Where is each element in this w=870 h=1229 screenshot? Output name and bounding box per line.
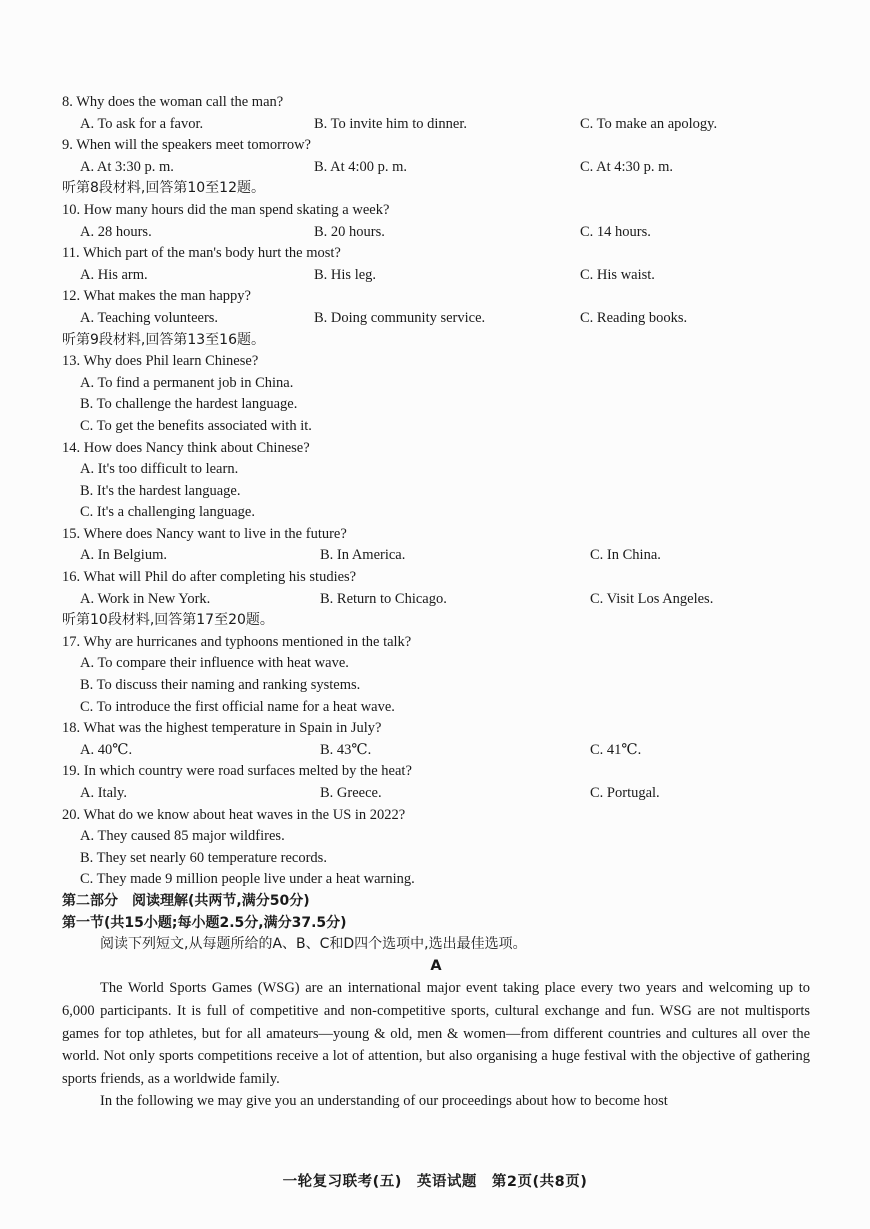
question-stem: 8. Why does the woman call the man? xyxy=(62,94,284,110)
question-stem: 13. Why does Phil learn Chinese? xyxy=(62,353,259,370)
option-c: C. 14 hours. xyxy=(580,223,651,240)
options-row xyxy=(62,265,810,287)
option-c: C. Portugal. xyxy=(590,785,660,801)
options-row xyxy=(62,222,810,244)
option-a: A. 40℃. xyxy=(80,741,133,758)
option-b: B. To challenge the hardest language. xyxy=(80,396,298,413)
option-c: C. 41℃. xyxy=(590,741,642,758)
option-a: A. To ask for a favor. xyxy=(80,115,204,132)
option-b: B. His leg. xyxy=(314,266,377,283)
question-stem: 20. What do we know about heat waves in the US in 2022? xyxy=(62,806,406,823)
option-b: B. It's the hardest language. xyxy=(80,482,241,499)
option-b: B. Doing community service. xyxy=(314,309,486,326)
question-stem: 18. What was the highest temperature in Spain in July? xyxy=(62,720,382,737)
passage-paragraph: In the following we may give you an understanding of our proceedings about how to become host xyxy=(100,1093,668,1110)
listening-section-heading: 听第8段材料,回答第10至12题。 xyxy=(62,180,265,197)
instructions: 阅读下列短文,从每题所给的A、B、C和D四个选项中,选出最佳选项。 xyxy=(100,936,527,953)
options-row xyxy=(62,589,810,611)
options-row xyxy=(62,114,810,136)
option-a: A. It's too difficult to learn. xyxy=(80,461,239,478)
option-c: C. In China. xyxy=(590,547,661,564)
option-a: A. Italy. xyxy=(80,785,127,801)
option-a: A. In Belgium. xyxy=(80,547,167,564)
options-row xyxy=(62,545,810,567)
option-c: C. It's a challenging language. xyxy=(80,504,255,521)
question-stem: 15. Where does Nancy want to live in the future? xyxy=(62,525,347,542)
option-c: C. To introduce the first official name for a heat wave. xyxy=(80,698,395,715)
page-content xyxy=(62,92,810,1113)
question-stem: 12. What makes the man happy? xyxy=(62,288,251,305)
option-b: B. To invite him to dinner. xyxy=(314,115,467,132)
options-row xyxy=(62,308,810,330)
option-b: B. They set nearly 60 temperature records. xyxy=(80,849,327,866)
option-c: C. To get the benefits associated with it. xyxy=(80,417,312,434)
option-b: B. At 4:00 p. m. xyxy=(314,158,408,175)
section-heading: 第一节(共15小题;每小题2.5分,满分37.5分) xyxy=(62,914,347,931)
option-a: A. His arm. xyxy=(80,266,148,283)
page-footer: 一轮复习联考(五) 英语试题 第2页(共8页) xyxy=(282,1174,588,1190)
part-heading: 第二部分 阅读理解(共两节,满分50分) xyxy=(62,892,310,909)
option-a: A. 28 hours. xyxy=(80,223,152,240)
question-stem: 19. In which country were road surfaces melted by the heat? xyxy=(62,763,412,780)
option-b: B. In America. xyxy=(320,547,406,564)
question-stem: 9. When will the speakers meet tomorrow? xyxy=(62,137,311,154)
listening-section-heading: 听第10段材料,回答第17至20题。 xyxy=(62,612,274,629)
option-b: B. Greece. xyxy=(320,785,382,801)
option-c: C. At 4:30 p. m. xyxy=(580,158,674,175)
question-stem: 14. How does Nancy think about Chinese? xyxy=(62,439,310,456)
listening-section-heading: 听第9段材料,回答第13至16题。 xyxy=(62,331,265,348)
option-b: B. To discuss their naming and ranking systems. xyxy=(80,677,361,694)
option-c: C. They made 9 million people live under a heat warning. xyxy=(80,871,415,888)
option-a: A. To compare their influence with heat wave. xyxy=(80,655,349,672)
option-a: A. They caused 85 major wildfires. xyxy=(80,828,285,845)
option-c: C. His waist. xyxy=(580,266,655,283)
options-row xyxy=(62,783,810,805)
options-row xyxy=(62,157,810,179)
option-a: A. To find a permanent job in China. xyxy=(80,374,294,391)
passage-paragraph: The World Sports Games (WSG) are an international major event taking place every two years and welcoming up to 6,000 participants. It is full of competitive and non-competitive sports, cultural exchange and fun. WSG are not multisports games for top athletes, but for all amateurs—young & old, men & women—from different countries and cultures all over the world. Not only sports competitions receive a lot of attention, but also organising a huge festival with the objective of gathering sports friends, as a worldwide family. xyxy=(62,980,810,1087)
option-b: B. 20 hours. xyxy=(314,223,385,240)
option-b: B. 43℃. xyxy=(320,741,372,758)
question-stem: 11. Which part of the man's body hurt the most? xyxy=(62,245,341,262)
option-c: C. Reading books. xyxy=(580,309,688,326)
question-stem: 16. What will Phil do after completing his studies? xyxy=(62,569,357,586)
option-a: A. At 3:30 p. m. xyxy=(80,158,174,175)
option-a: A. Work in New York. xyxy=(80,590,211,607)
option-c: C. Visit Los Angeles. xyxy=(590,590,714,607)
question-stem: 17. Why are hurricanes and typhoons mentioned in the talk? xyxy=(62,633,412,650)
option-b: B. Return to Chicago. xyxy=(320,590,447,607)
question-stem: 10. How many hours did the man spend skating a week? xyxy=(62,201,390,218)
option-a: A. Teaching volunteers. xyxy=(80,309,219,326)
passage-label: A xyxy=(430,957,442,974)
options-row xyxy=(62,740,810,762)
option-c: C. To make an apology. xyxy=(580,115,718,132)
